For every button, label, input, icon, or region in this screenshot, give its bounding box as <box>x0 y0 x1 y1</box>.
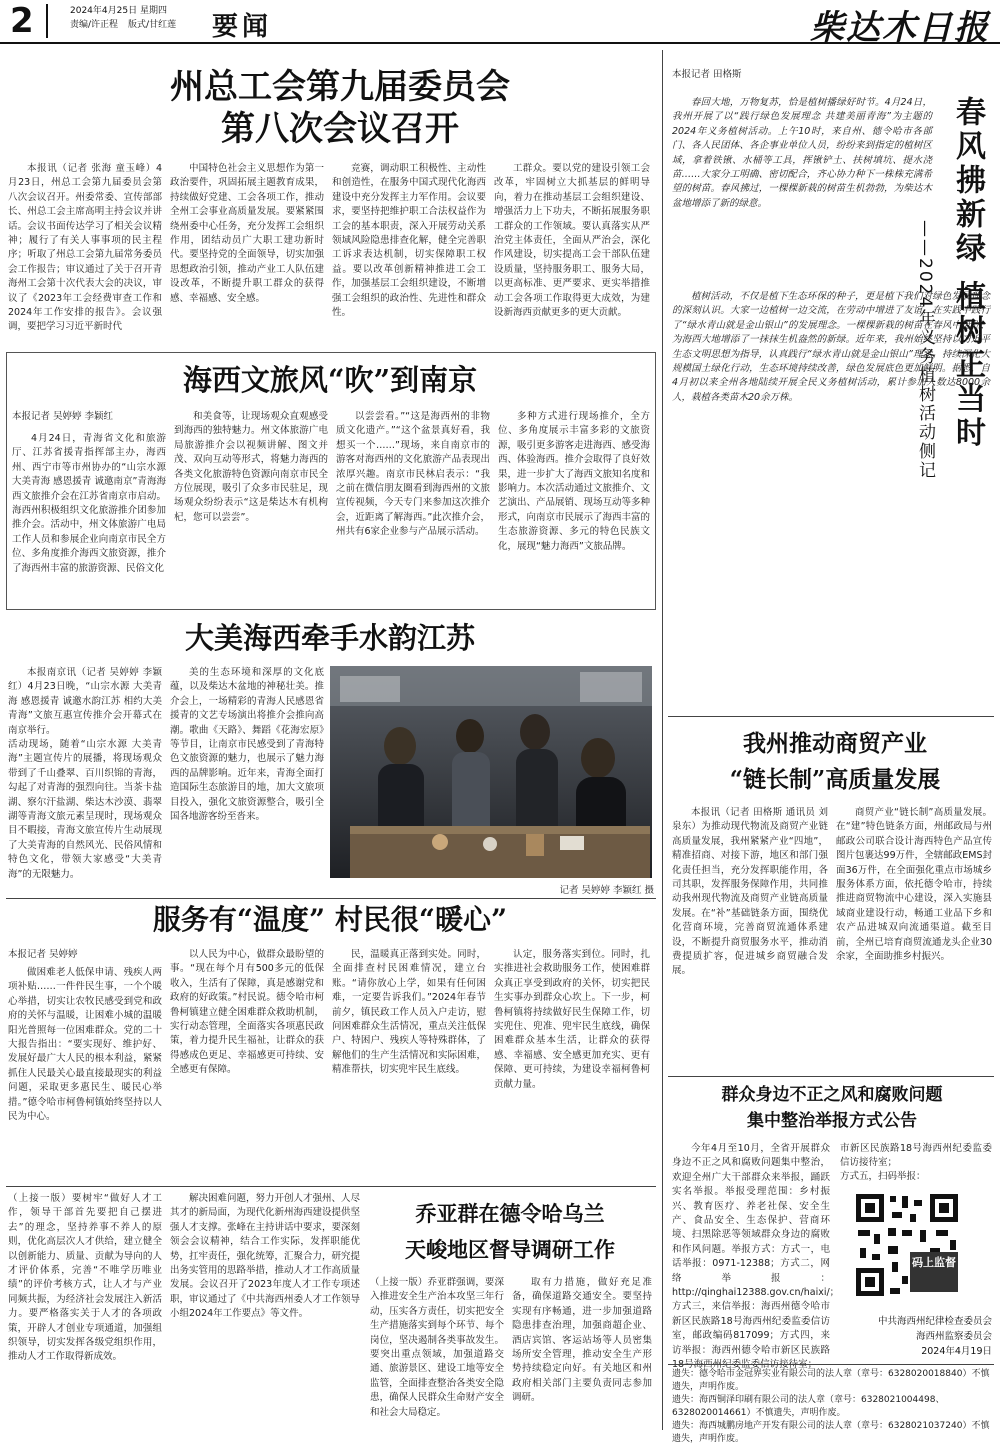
article1-headline-line2: 第八次会议召开 <box>221 109 459 149</box>
section-name: 要闻 <box>212 12 273 42</box>
article2-headline: 海西文旅风“吹”到南京 <box>182 363 478 397</box>
article6-headline-line1: 乔亚群在德令哈乌兰 <box>415 1201 605 1226</box>
article4-headline: 服务有“温度” 村民很“暖心” <box>152 903 508 936</box>
notice-signature-org2: 海西州监察委员会 <box>915 1331 992 1342</box>
header-meta <box>70 4 186 32</box>
article6-col1: （上接一版）乔亚群强调，要深入推进安全生产治本攻坚三年行动，压实各方责任，切实把安全生产措施落实到每个环节、每个岗位，坚决遏制各类事故发生。要突出重点领域，加强道路交通、旅游景区、建设工地等安全监管，全面排查整治各类安全隐患，确保人民群众生命财产安全和社会大局稳定。 <box>370 1277 504 1418</box>
lost-notice-1: 遗失：德令哈市金冠界实业有限公司的法人章（章号：6328020018840）不慎遗失，声明作废。 <box>672 1369 990 1392</box>
article3-byline <box>8 666 162 896</box>
article7-headline-line1: 我州推动商贸产业 <box>743 730 927 757</box>
article3-byline-text: 本报南京讯（记者 吴婷婷 李颖红）4月23日晚，“山宗水源 大美青海 感恩援青 诚邀水韵江苏 相约大美青海”文旅互惠宣传推介会开幕式在南京举行。 <box>8 667 162 736</box>
section-divider <box>668 716 994 717</box>
feature-headline: 春风拂新绿 植树正当时 <box>950 96 985 451</box>
article1-headline-line1: 州总工会第九届委员会 <box>170 67 510 107</box>
article3-col2: 美的生态环境和深厚的文化底蕴，以及柴达木盆地的神秘壮美。推介会上，一场精彩的青海人民感恩省援青的文艺专场演出将推介会推向高潮。歌曲《天路》、舞蹈《花海宏原》等节目，让南京市民感受到了青海特色文旅资源的魅力，也展示了魅力海西的品牌影响。近年来，青海全面打造国际生态旅游目的地，加大文旅项目投入，强化文旅资源整合，吸引全国各地游客纷至沓来。 <box>170 667 324 823</box>
section-divider <box>668 1364 994 1365</box>
report-qr-code[interactable] <box>852 1190 962 1300</box>
feature-byline: 本报记者 田格斯 <box>672 69 742 80</box>
article4-col2: 以人民为中心，做群众最盼望的事。“现在每个月有500多元的低保收入，生活有了保障，真是感谢党和政府的好政策。”村民说。德令哈市柯鲁柯镇建立健全困难群众救助机制，实行动态管理，全面落实各项惠民政策，着力提升民生福祉，让群众的获得感成色更足、幸福感更可持续、安全感更有保障。 <box>170 949 324 1076</box>
newspaper-masthead: 柴达木日报 <box>810 8 990 48</box>
article2-col1: 4月24日，青海省文化和旅游厅、江苏省援青指挥部主办，海西州、西宁市等市州协办的“山宗水源 大美青海 感恩援青 诚邀南京”青海海西文旅推介会在江苏省南京市启动。海西州积极组织文化旅游推介团参加推介会。活动中，州文体旅游广电局工作人员和参展企业向南京市民全方位、多角度推介海西文旅资源，推介了海西州丰富的旅游资源、民俗文化 <box>12 433 166 574</box>
lost-notice-2: 遗失：海西铜泽印刷有限公司的法人章（章号：6328021004498、6328020014661）不慎遗失，声明作废。 <box>672 1395 945 1418</box>
feature-col-top: 春回大地，万物复苏，恰是植树播绿好时节。4月24日，我州开展了以“践行绿色发展理念 共建美丽青海”为主题的2024年义务植树活动。上午10时，来自州、德令哈市各部门、各人民团体、各企事业单位人员，纷纷来到指定的植树区域，拿着铁锹、水桶等工具，挥锹铲土、扶树填坑、提水浇苗……大家分工明确、密切配合，齐心协力种下一株株充满希望的树苗。春风拂过，一棵棵新栽的树苗生机勃勃，为柴达木盆地增添了新的绿意。 <box>672 97 932 209</box>
layout-credit: 版式/甘红莲 <box>128 20 177 30</box>
article3-col1: 活动现场，随着“山宗水源 大美青海”主题宣传片的展播，将现场观众带到了千山叠翠、百川织锦的青海，勾起了对青海的强烈向往。当茶卡盐湖、察尔汗盐湖、柴达木沙漠、翡翠湖等青海文旅元素呈现时，现场观众目不暇接，青海文旅宣传片生动展现了大美青海的自然风光、民俗风情和特色文化，带领大家感受“大美青海”的无限魅力。 <box>8 739 162 880</box>
article7-col2: 商贸产业“链长制”高质量发展。在“建”特色链条方面，州邮政局与州邮政公司联合设计海西特色产品宣传图片包裹达99万件，全辖邮政EMS封面36万件，在全面强化重点市场城乡服务体系方面，依托德令哈市，持续推进商贸物流中心建设，深入实施县域商业建设行动，畅通工业品下乡和农产品进城双向流通渠道。截至目前，全州已培育商贸流通龙头企业30余家，全面助推乡村振兴。 <box>836 807 992 963</box>
article1-col3: 竞赛，调动职工积极性、主动性和创造性，在服务中国式现代化海西建设中充分发挥主力军作用。会议要求，要坚持把维护职工合法权益作为工会的基本职责，深入开展劳动关系领域风险隐患排查化解，健全完善职工诉求表达机制，切实保障职工权益。要以改革创新精神推进工会工作，加强基层工会组织建设，不断增强工会组织的政治性、先进性和群众性。 <box>332 163 486 319</box>
header-divider <box>46 4 48 38</box>
feature-col-bottom: 植树活动，不仅是植下生态环保的种子，更是植下我们对绿色发展理念的深刻认识。大家一边植树一边交流，在劳动中增进了友谊，在实践中践行了“绿水青山就是金山银山”的发展理念。一棵棵新栽的树苗在春风中挺立，为海西大地增添了一抹抹生机盎然的新绿。近年来，我州始终坚持以习近平生态文明思想为指导，认真践行“绿水青山就是金山银山”理念，持续深化大规模国土绿化行动，生态环境持续改善，绿色发展底色更加鲜明。据悉，自4月初以来全州各地陆续开展全民义务植树活动，累计参加人数达8000余人，栽植各类苗木20余万株。 <box>672 291 990 403</box>
page-header <box>0 0 1000 48</box>
notice-col2-top: 市新区民族路18号海西州纪委监委信访接待室； <box>840 1143 992 1169</box>
section-divider <box>6 898 656 899</box>
article6-col2: 取有力措施，做好充足准备，确保道路交通安全。要坚持实现有序畅通，进一步加强道路隐患排查治理，加强商超企业、酒店宾馆、客运站场等人员密集场所安全管理，推动安全生产形势持续稳定向好。有关地区和州政府相关部门主要负责同志参加调研。 <box>512 1277 652 1404</box>
notice-qr-label: 方式五，扫码举报： <box>840 1171 926 1182</box>
page-number: 2 <box>10 1 34 41</box>
editor-credit: 责编/许正程 <box>70 20 119 30</box>
article7-headline-line2: “链长制”高质量发展 <box>729 766 941 793</box>
article2-col3: 以尝尝看。”“这是海西州的非物质文化遗产。”“这个盆景真好看，我想买一个……”现场，来自南京市的游客对海西州的文化旅游产品表现出浓厚兴趣。南京市民林启表示：“我之前在微信朋友圈看到海西州的文旅宣传视频，今天专门来参加这次推介会，近距离了解海西。”此次推介会，州共有6家企业参与产品展示活动。 <box>336 411 490 538</box>
article2-col2: 和美食等，让现场观众直观感受到海西的独特魅力。州文体旅游广电局旅游推介会以视频讲解、图文并茂、双向互动等形式，将魅力海西的各类文化旅游特色资源向南京市民全方位展现，吸引了众多市民驻足，现场观众纷纷表示“这是柴达木有机枸杞，您可以尝尝”。 <box>174 411 328 523</box>
article4-col4: 认定，服务落实到位。同时，扎实推进社会救助服务工作，使困难群众真正享受到政府的关怀，切实把民生实事办到群众心坎上。下一步，柯鲁柯镇将持续做好民生保障工作，切实兜住、兜准、兜牢民生底线，确保困难群众基本生活，让群众的获得感、幸福感、安全感更加充实、更有保障、更可持续，为建设幸福柯鲁柯贡献力量。 <box>494 949 650 1090</box>
article6-headline <box>368 1196 652 1268</box>
notice-signature-date: 2024年4月19日 <box>921 1346 992 1357</box>
notice-signature <box>840 1314 992 1364</box>
issue-date: 2024年4月25日 星期四 <box>70 6 167 16</box>
notice-signature-org: 中共海西州纪律检查委员会 <box>877 1316 992 1327</box>
lost-notice-3: 遗失：海西城鹏房地产开发有限公司的法人章（章号：6328021037240）不慎遗失，声明作废。 <box>672 1421 990 1444</box>
notice-headline-line1: 群众身边不正之风和腐败问题 <box>721 1085 943 1105</box>
article5-col2: 解决困难问题，努力开创人才强州、人尽其才的新局面，为现代化新州海西建设提供坚强人才支撑。张峰在主持讲话中要求，要深刻领会会议精神，结合工作实际，发挥职能优势，扛牢责任，强化统筹，汇聚合力，研究提出务实管用的思路举措，推动人才工作高质量发展。会议召开了2023年度人才工作专项述职，审议通过了《中共海西州委人才工作领导小组2024年工作要点》等文件。 <box>170 1193 361 1320</box>
article1-col2: 中国特色社会主义思想作为第一政治要件，巩固拓展主题教育成果，持续做好党建、工会各项工作，推动全州工会事业高质量发展。要紧紧围绕州委中心任务，充分发挥工会组织作用，团结动员广大职工建功新时代。要坚持党的全面领导，切实加强思想政治引领，推动产业工人队伍建设改革，不断提升职工群众的获得感、幸福感、安全感。 <box>170 163 324 304</box>
article7-headline <box>690 726 980 798</box>
notice-headline-line2: 集中整治举报方式公告 <box>747 1111 917 1131</box>
article1-headline <box>60 66 620 150</box>
article3-headline: 大美海西牵手水韵江苏 <box>184 621 475 655</box>
qr-stamp-logo: 码上监督 <box>910 1252 958 1292</box>
notice-headline <box>672 1082 992 1134</box>
article4-col3: 民，温暖真正落到实处。同时，全面排查村民困难情况，建立台账。“请你放心上学，如果有任何困难，一定要告诉我们。”2024年春节前夕，镇民政工作人员入户走访，慰问困难群众生活情况，重点关注低保户、特困户、残疾人等特殊群体，了解他们的生产生活情况和实际困难，精准帮扶，切实兜牢民生底线。 <box>332 949 486 1076</box>
article6-headline-line2: 天峻地区督导调研工作 <box>405 1237 615 1262</box>
column-divider <box>662 50 663 1430</box>
section-divider <box>668 1076 994 1077</box>
feature-subheadline: ——2024年义务植树活动侧记 <box>915 220 935 481</box>
article2-col4: 多种方式进行现场推介，全方位、多角度展示丰富多彩的文旅资源，吸引更多游客走进海西、感受海西、体验海西。推介会取得了良好效果，进一步扩大了海西文旅知名度和影响力。本次活动通过文旅推介、文艺演出、产品展销、现场互动等多种形式，向南京市民展示了海西丰富的生态旅游资源、多元的特色民族文化，展现“魅力海西”文旅品牌。 <box>498 411 651 552</box>
article4-col1: 做困难老人低保申请、残疾人两项补贴……一件件民生事，一个个暖心举措，切实让农牧民感受到党和政府的关怀与温暖，让困难小城的温暖阳光普照每一位困难群众。党的二十大报告指出：“要实现好、维护好、发展好最广大人民的根本利益，紧紧抓住人民最关心最直接最现实的利益问题，采取更多惠民生、暖民心举措。”德令哈市柯鲁柯镇始终坚持以人民为中心。 <box>8 967 162 1123</box>
article4-byline: 本报记者 吴婷婷 <box>8 949 78 960</box>
photo-caption: 记者 吴婷婷 李颖红 摄 <box>559 885 654 896</box>
article1-col4: 工群众。要以党的建设引领工会改革，牢固树立大抓基层的鲜明导向，着力在推动基层工会组织建设、增强活力上下功夫，不断拓展服务职工群众的工作领域。要认真落实从严治党主体责任，全面从严治会，深化作风建设，切实提高工会干部队伍建设质量，坚持服务职工、服务大局，以更高标准、更严要求、更实举措推动工会各项工作取得更大成效，为建设新海西贡献更多的更大贡献。 <box>494 163 650 319</box>
event-photo-illustration <box>330 666 652 878</box>
article7-col1: 本报讯（记者 田格斯 通讯员 刘泉东）为推动现代物流及商贸产业链高质量发展，我州紧紧产业“四地”，精准招商、对接下游，地区和部门强化责任担当，充分发挥职能作用，各司其职，发挥服务保障作用，共同推动我州现代物流及商贸产业链高质量发展。在“补”基础链条方面，围绕优化营商环境，完善商贸流通体系建设，不断提升商贸服务水平，推动消费提质扩容，促进城乡商贸融合发展。 <box>672 807 828 977</box>
lost-notices <box>672 1368 994 1444</box>
notice-col1: 今年4月至10月，全省开展群众身边不正之风和腐败问题集中整治，欢迎全州广大干部群众来举报，踊跃实名举报。举报受理范围：乡村振兴、教育医疗、养老社保、安全生产、食品安全、生态保护、营商环境、扫黑除恶等领域群众身边的腐败和作风问题。举报方式：方式一，电话举报：0971-12388；方式二，网络举报：http://qinghai12388.gov.cn/haixi/；方式三，来信举报：海西州德令哈市新区民族路18号海西州纪委监委信访室，邮政编码817099；方式四，来访举报：海西州德令哈市新区民族路 <box>672 1143 840 1356</box>
article1-col1: 本报讯（记者 张海 童玉峰）4月23日，州总工会第九届委员会第八次会议召开。州委常委、宣传部部长、州总工会主席高明主持会议并讲话。会议书面传达学习了相关会议精神；履行了有关人事事项的民主程序；听取了州总工会第九届常务委员会工作报告；审议通过了关于召开青海州工会第十次代表大会的决议，审议了《2023年工会经费审查工作和2024年工作安排的报告》。会议强调，要把学习习近平新时代 <box>8 163 162 333</box>
article5-col1: （上接一版）要树牢“做好人才工作，领导干部首先要把自己摆进去”的理念，坚持养事不养人的原则，优化高层次人才供给，建立健全以创新能力、质量、贡献为导向的人才评价体系，完善“不唯学历唯业绩”的评价考核方式，让人才与产业同频共振，为经济社会发展注入新活力。要严格落实关于人才的各项政策，开辟人才创业专项通道，加强组织领导，切实发挥各级党组织作用，推动人才工作取得新成效。 <box>8 1193 162 1363</box>
event-photo <box>330 666 652 878</box>
article2-byline: 本报记者 吴婷婷 李颖红 <box>12 411 114 422</box>
section-divider <box>6 1186 656 1187</box>
